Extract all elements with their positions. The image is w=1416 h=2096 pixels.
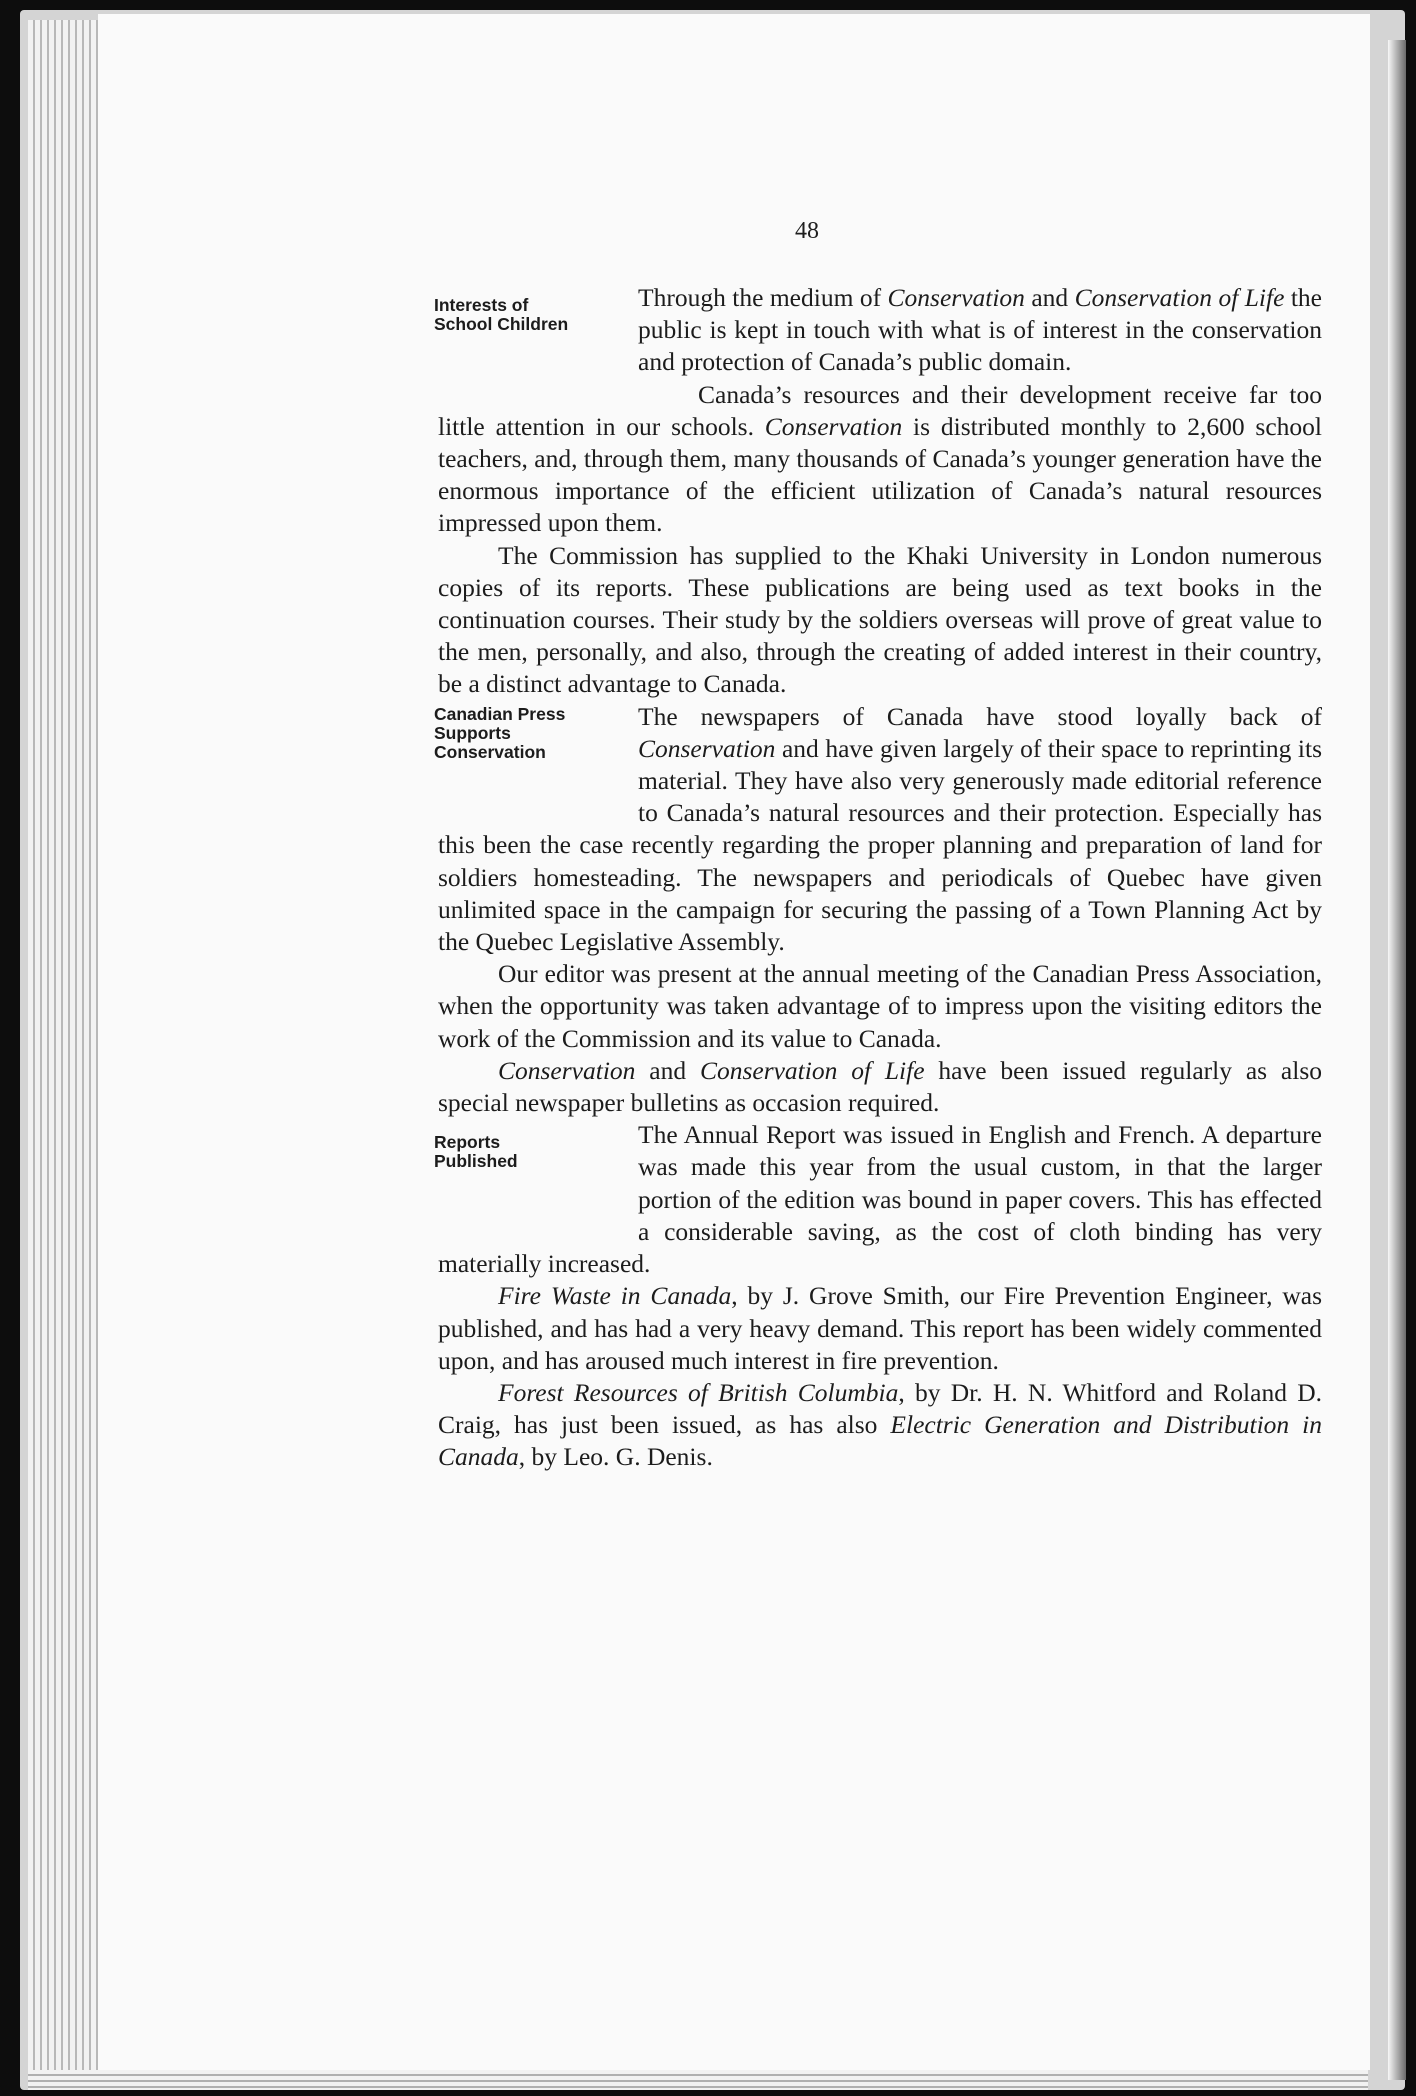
paragraph: Our editor was present at the annual meeting of the Canadian Press Association, when the opportunity was taken advantage of to impress upon the visiting editors the work of the Commission and its value to Canada. [438,959,1322,1053]
page-bottom-edges [28,2070,1368,2090]
page-spine-shadow [1388,40,1406,2080]
body-text [434,282,1323,1474]
page-number: 48 [795,218,819,244]
sidenote-school-children: Interests of School Children [434,295,569,334]
sidenote-reports-published: Reports Published [434,1132,518,1172]
paragraph: Forest Resources of British Columbia, by Dr. H. N. Whitford and Roland D. Craig, has just been issued, as has also Electric Generation and Distribution in Canada, by Leo. G. Denis. [438,1377,1323,1472]
paragraph: Fire Waste in Canada, by J. Grove Smith, our Fire Prevention Engineer, was published, and has had a very heavy demand. This report has been widely commented upon, and has aroused much interest in fire prevention. [438,1281,1323,1375]
page-edges [28,20,108,2080]
paragraph: Conservation and Conservation of Life have been issued regularly as also special newspaper bulletins as occasion required. [438,1055,1322,1118]
sidenote-canadian-press: Canadian Press Supports Conservation [434,703,566,762]
paragraph: The Annual Report was issued in English and French. A departure was made this year from the usual custom, in that the larger portion of the edition was bound in paper covers. This has effected a considerable saving, as the cost of cloth binding has very materially increased. [438,1120,1322,1279]
paragraph: The Commission has supplied to the Khaki University in London numerous copies of its reports. These publications are being used as text books in the continuation courses. Their study by the soldiers overseas will prove of great value to the men, personally, and also, through the creating of added interest in their country, be a distinct advantage to Canada. [438,540,1322,699]
paragraph: Canada’s resources and their development receive far too little attention in our schools. Conservation is distributed monthly to 2,600 school teachers, and, through them, many thousands of Canada’s younger generation have the enormous importance of the efficient utilization of Canada’s natural resources impressed upon them. [438,379,1323,538]
paragraph: Through the medium of Conservation and Conservation of Life the public is kept in touch with what is of interest in the conservation and protection of Canada’s public domain. [638,283,1322,377]
paragraph: The newspapers of Canada have stood loyally back of Conservation and have given largely of their space to reprinting its material. They have also very generously made editorial reference to Canada’s natural resources and their protection. Especially has this been the case recently regarding the proper planning and preparation of land for soldiers homesteading. The newspapers and periodicals of Quebec have given unlimited space in the campaign for securing the passing of a Town Planning Act by the Quebec Legislative Assembly. [438,701,1322,957]
